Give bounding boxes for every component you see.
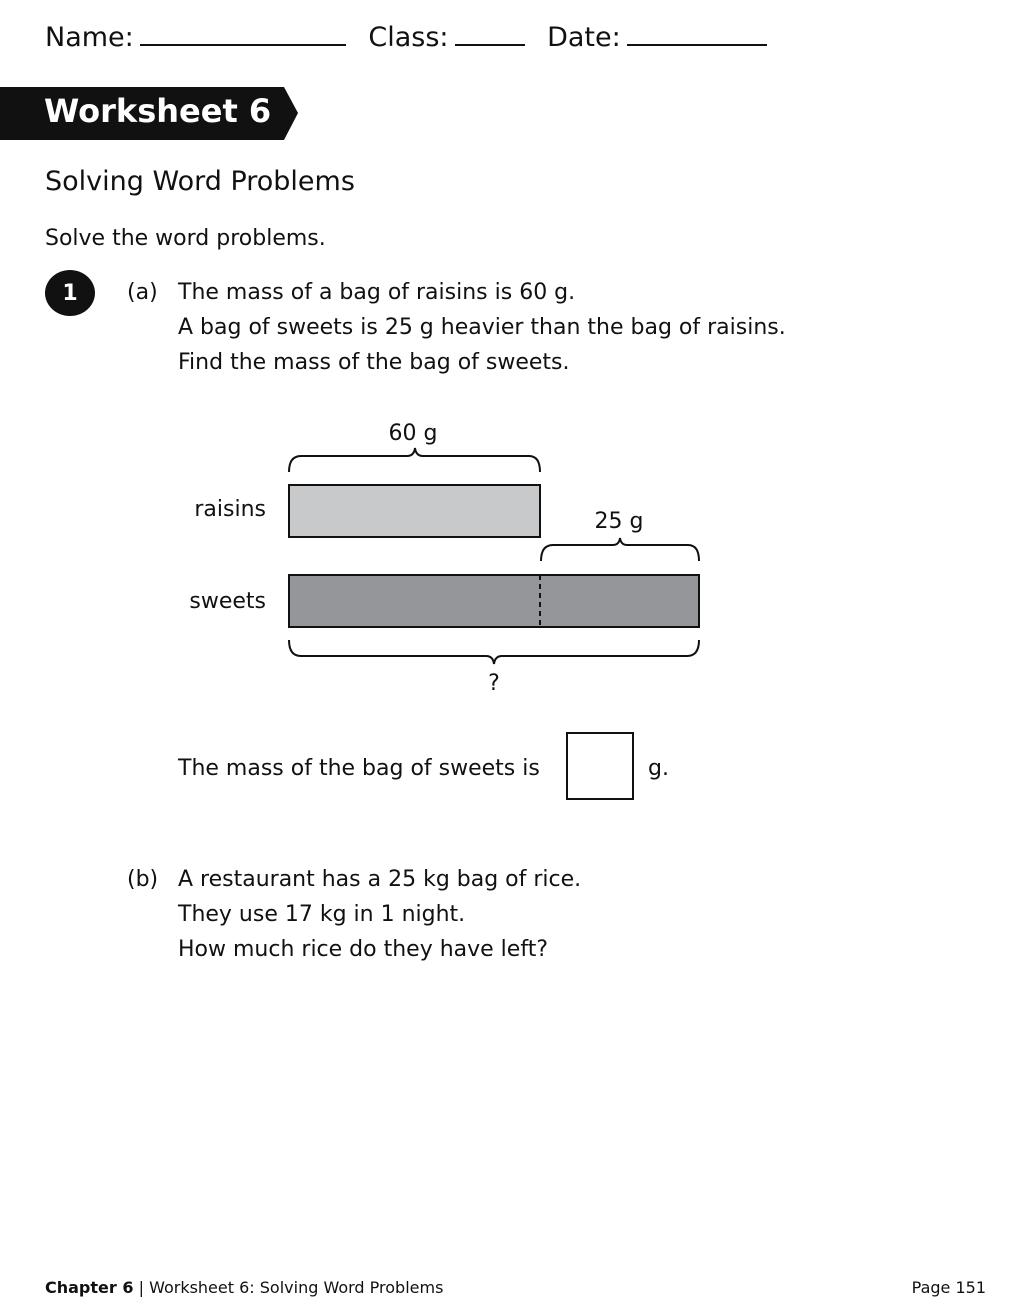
answer-suffix: g. (648, 756, 669, 781)
worksheet-title: Worksheet 6 (44, 92, 272, 130)
name-label: Name: (45, 22, 134, 53)
sweets-bar (289, 575, 699, 627)
raisins-bar (289, 485, 540, 537)
footer-page-number: Page 151 (911, 1278, 986, 1297)
total-brace (289, 640, 699, 664)
part-a-line: The mass of a bag of raisins is 60 g. (178, 280, 576, 305)
part-a-line: Find the mass of the bag of sweets. (178, 350, 570, 375)
part-a-label: (a) (127, 280, 158, 305)
extra-brace (541, 538, 699, 561)
raisins-label: raisins (194, 497, 266, 522)
date-label: Date: (547, 22, 621, 53)
total-mass-label: ? (488, 671, 500, 696)
answer-prefix: The mass of the bag of sweets is (178, 756, 540, 781)
question-number-badge: 1 (45, 270, 95, 316)
footer-title: Worksheet 6: Solving Word Problems (149, 1278, 444, 1297)
sweets-label: sweets (189, 589, 266, 614)
section-title: Solving Word Problems (45, 166, 355, 197)
raisins-mass-label: 60 g (388, 421, 438, 446)
footer-separator: | (138, 1278, 144, 1297)
extra-mass-label: 25 g (594, 509, 644, 534)
part-b-line: How much rice do they have left? (178, 937, 548, 962)
answer-box[interactable] (566, 732, 634, 800)
instruction-text: Solve the word problems. (45, 226, 326, 251)
part-b-line: A restaurant has a 25 kg bag of rice. (178, 867, 582, 892)
part-b-line: They use 17 kg in 1 night. (178, 902, 466, 927)
footer-chapter (45, 1278, 443, 1297)
part-b-label: (b) (127, 867, 159, 892)
raisins-brace (289, 448, 540, 472)
footer-chapter-label: Chapter 6 (45, 1278, 134, 1297)
class-label: Class: (368, 22, 449, 53)
part-a-line: A bag of sweets is 25 g heavier than the bag of raisins. (178, 315, 786, 340)
